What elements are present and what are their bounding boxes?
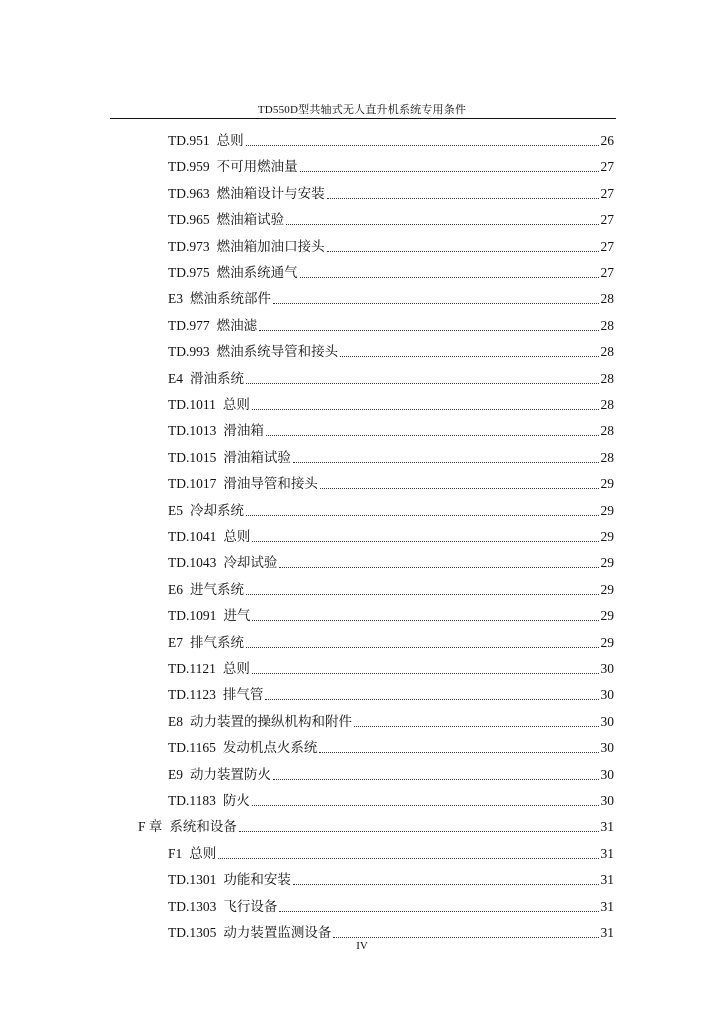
dot-leader	[246, 593, 599, 595]
toc-entry-code: E7	[168, 634, 183, 650]
toc-entry-title: 总则	[216, 133, 244, 148]
toc-entry-title: 动力装置的操纵机构和附件	[190, 713, 352, 729]
dot-leader	[327, 250, 599, 252]
toc-entry[interactable]	[168, 712, 614, 732]
toc-entry-code: TD.1165	[168, 740, 216, 756]
toc-entry-page: 28	[600, 397, 614, 412]
toc-entry-code: TD.1305	[168, 925, 217, 940]
toc-entry[interactable]	[168, 580, 614, 600]
toc-entry-title: 动力装置监测设备	[223, 925, 332, 940]
toc-entry-code: TD.993	[168, 344, 210, 360]
toc-entry-page: 27	[600, 159, 614, 175]
dot-leader	[246, 514, 599, 516]
toc-entry-code: E4	[168, 370, 183, 386]
toc-entry-page: 28	[600, 291, 614, 307]
dot-leader	[300, 170, 599, 172]
toc-entry-code: E9	[168, 766, 183, 782]
toc-entry-title: 燃油系统通气	[216, 265, 298, 280]
toc-entry-code: TD.1011	[168, 397, 216, 412]
dot-leader	[340, 355, 598, 357]
toc-entry-title: 滑油系统	[190, 370, 244, 386]
toc-entry[interactable]	[168, 263, 614, 283]
toc-entry-code: TD.965	[168, 212, 210, 228]
running-header: TD550D型共轴式无人直升机系统专用条件	[257, 104, 467, 116]
toc-entry-page: 29	[600, 529, 614, 544]
toc-entry-page: 28	[600, 344, 614, 360]
header-rule	[110, 118, 616, 119]
toc-entry-code: TD.1017	[168, 476, 217, 492]
toc-entry-title: 冷却试验	[223, 555, 278, 571]
toc-entry-page: 30	[600, 766, 614, 782]
dot-leader	[320, 487, 599, 489]
dot-leader	[218, 857, 598, 859]
toc-entry-title: 功能和安装	[223, 872, 291, 888]
dot-leader	[252, 619, 598, 621]
toc-entry-code: E6	[168, 581, 183, 597]
toc-entry-title: 防火	[222, 793, 250, 808]
toc-entry-code: TD.959	[168, 159, 210, 175]
toc-entry[interactable]	[168, 844, 614, 864]
toc-entry-page: 29	[600, 502, 614, 518]
toc-entry-title: 排气系统	[190, 634, 244, 650]
dot-leader	[259, 329, 598, 331]
toc-entry-code: TD.1303	[168, 898, 217, 914]
toc-entry[interactable]	[168, 501, 614, 521]
toc-entry-title: 总则	[189, 845, 217, 861]
toc-entry[interactable]	[168, 289, 614, 309]
dot-leader	[252, 408, 599, 410]
toc-entry-page: 29	[600, 581, 614, 597]
toc-entry[interactable]	[168, 157, 614, 177]
toc-entry-page: 30	[600, 793, 614, 808]
toc-entry[interactable]	[168, 131, 614, 151]
toc-entry-title: 发动机点火系统	[222, 740, 318, 756]
toc-entry-page: 27	[600, 265, 614, 280]
toc-entry-page: 30	[600, 740, 614, 756]
dot-leader	[266, 434, 599, 436]
dot-leader	[279, 910, 598, 912]
toc-entry[interactable]	[168, 369, 614, 389]
toc-entry-code: E8	[168, 713, 183, 729]
toc-entry[interactable]	[168, 765, 614, 785]
toc-entry-title: 滑油导管和接头	[223, 476, 318, 492]
toc-entry-page: 30	[600, 713, 614, 729]
toc-entry[interactable]	[168, 738, 614, 758]
toc-entry-page: 28	[600, 423, 614, 439]
toc-entry-code: TD.963	[168, 185, 210, 201]
dot-leader	[246, 144, 599, 146]
dot-leader	[246, 382, 599, 384]
toc-entry-page: 30	[600, 687, 614, 703]
dot-leader	[252, 672, 599, 674]
toc-entry-page: 28	[600, 370, 614, 386]
toc-entry-title: 总则	[223, 529, 251, 544]
toc-entry-code: TD.951	[168, 133, 210, 148]
dot-leader	[293, 883, 599, 885]
toc-entry-code: TD.1013	[168, 423, 217, 439]
dot-leader	[279, 566, 598, 568]
toc-entry-page: 31	[600, 872, 614, 888]
toc-entry[interactable]	[138, 817, 614, 837]
dot-leader	[265, 698, 598, 700]
toc-entry[interactable]	[168, 448, 614, 468]
dot-leader	[319, 751, 598, 753]
toc-entry-code: TD.1043	[168, 555, 217, 571]
toc-entry-title: 排气管	[222, 687, 264, 703]
toc-entry-code: F1	[168, 845, 183, 861]
toc-entry[interactable]	[168, 527, 614, 547]
toc-entry-page: 29	[600, 555, 614, 571]
toc-entry[interactable]	[168, 685, 614, 705]
toc-entry-code: E5	[168, 502, 183, 518]
dot-leader	[327, 197, 599, 199]
toc-entry[interactable]	[168, 210, 614, 230]
toc-entry-title: 飞行设备	[223, 898, 278, 914]
dot-leader	[252, 804, 599, 806]
toc-entry-title: 系统和设备	[169, 819, 237, 835]
toc-entry-page: 29	[600, 476, 614, 492]
toc-entry-title: 燃油系统部件	[190, 291, 271, 307]
toc-entry-code: TD.1015	[168, 449, 217, 465]
toc-entry-code: TD.1091	[168, 608, 217, 624]
toc-entry[interactable]	[168, 237, 614, 257]
toc-entry-page: 29	[600, 608, 614, 624]
toc-entry[interactable]	[168, 897, 614, 917]
toc-entry-title: 燃油箱设计与安装	[216, 185, 325, 201]
toc-entry-title: 燃油滤	[216, 317, 258, 333]
toc-entry-code: TD.975	[168, 265, 210, 280]
dot-leader	[273, 778, 599, 780]
toc-entry[interactable]	[168, 395, 614, 415]
toc-entry-page: 27	[600, 212, 614, 228]
toc-entry-title: 燃油箱加油口接头	[216, 238, 325, 254]
toc-entry[interactable]	[168, 870, 614, 890]
toc-entry-code: F 章	[138, 819, 163, 835]
toc-entry-page: 30	[600, 661, 614, 676]
toc-entry-code: TD.1123	[168, 687, 216, 703]
toc-entry-page: 31	[600, 898, 614, 914]
toc-entry-title: 滑油箱	[223, 423, 264, 439]
toc-entry-page: 29	[600, 634, 614, 650]
toc-entry-code: TD.1041	[168, 529, 217, 544]
toc-entry-title: 冷却系统	[190, 502, 244, 518]
toc-entry-title: 燃油系统导管和接头	[216, 344, 339, 360]
toc-entry-title: 滑油箱试验	[223, 449, 291, 465]
toc-entry-code: TD.977	[168, 317, 210, 333]
dot-leader	[333, 936, 598, 938]
dot-leader	[246, 646, 599, 648]
dot-leader	[252, 540, 598, 542]
toc-entry[interactable]	[168, 553, 614, 573]
toc-entry-page: 27	[600, 238, 614, 254]
toc-entry[interactable]	[168, 421, 614, 441]
toc-entry-title: 进气	[223, 608, 251, 624]
toc-entry-title: 动力装置防火	[190, 766, 271, 782]
dot-leader	[300, 276, 599, 278]
toc-entry-code: E3	[168, 291, 183, 307]
toc-entry-code: TD.1301	[168, 872, 217, 888]
toc-entry[interactable]	[168, 659, 614, 679]
dot-leader	[239, 830, 599, 832]
toc-entry-page: 27	[600, 185, 614, 201]
toc-entry-page: 31	[600, 925, 614, 940]
toc-entry-code: TD.1121	[168, 661, 216, 676]
toc-entry-title: 总则	[222, 397, 250, 412]
toc-entry-page: 31	[600, 845, 614, 861]
toc-entry-page: 31	[600, 819, 614, 835]
toc-entry-title: 进气系统	[190, 581, 244, 597]
toc-entry[interactable]	[168, 184, 614, 204]
toc-entry-page: 28	[600, 449, 614, 465]
toc-entry[interactable]	[168, 316, 614, 336]
toc-entry-code: TD.973	[168, 238, 210, 254]
dot-leader	[273, 302, 599, 304]
toc-entry-title: 总则	[222, 661, 250, 676]
page-number: IV	[356, 940, 368, 952]
toc-entry-page: 26	[600, 133, 614, 148]
dot-leader	[286, 223, 598, 225]
toc-entry[interactable]	[168, 606, 614, 626]
toc-entry[interactable]	[168, 791, 614, 811]
toc-entry-title: 不可用燃油量	[216, 159, 298, 175]
toc-entry[interactable]	[168, 474, 614, 494]
toc-entry-title: 燃油箱试验	[216, 212, 285, 228]
dot-leader	[293, 461, 599, 463]
toc-entry-code: TD.1183	[168, 793, 216, 808]
toc-entry[interactable]	[168, 633, 614, 653]
toc-entry-page: 28	[600, 317, 614, 333]
dot-leader	[354, 725, 599, 727]
toc-entry[interactable]	[168, 342, 614, 362]
